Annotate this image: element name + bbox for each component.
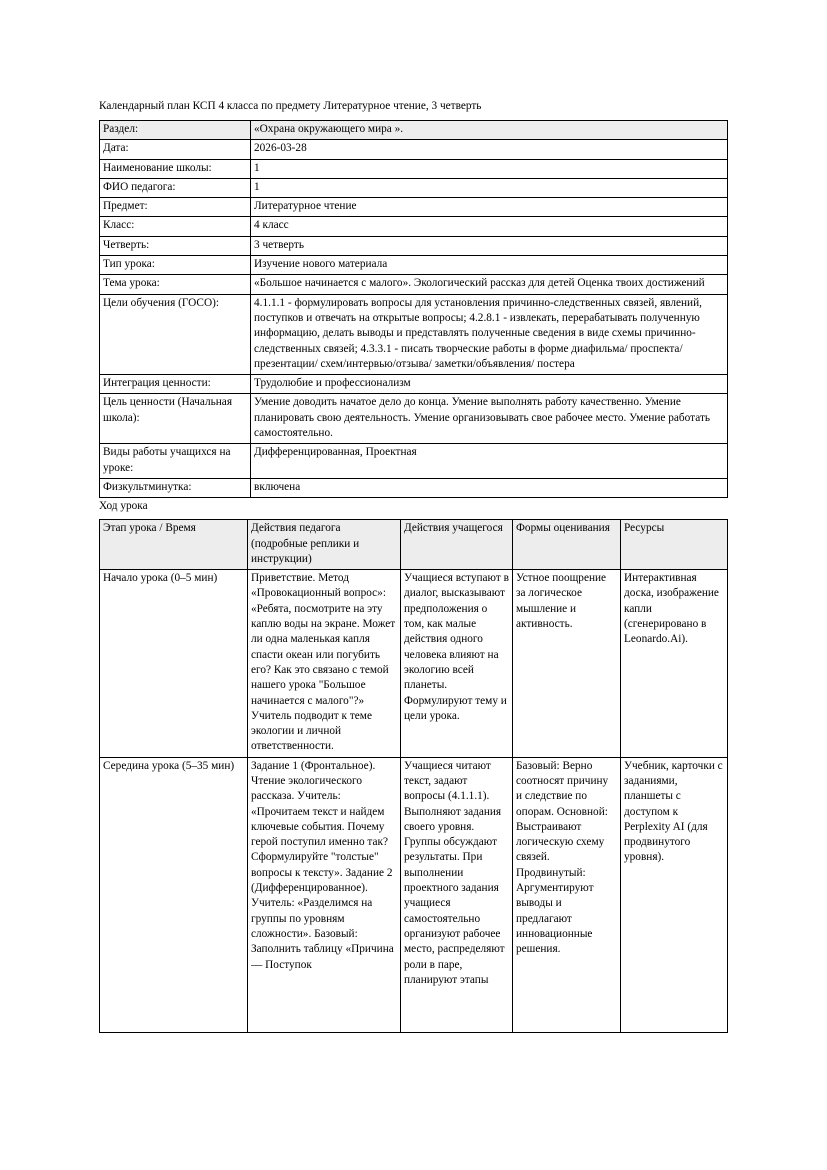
table-row <box>100 217 728 236</box>
info-value: 4.1.1.1 - формулировать вопросы для установления причинно-следственных связей, явлений, поступков и отвечать на открытые вопросы; 4.2.8.1 - извлекать, перерабатывать полученную информацию, делать выводы и представлять полученные сведения в виде схемы причинно-следственных связей; 4.3.3.1 - писать творческие работы в форме диафильма/ проспекта/презентации/ схем/интервью/отзыва/ заметки/объявления/ постера <box>251 294 728 374</box>
cell-student-actions-text: Учащиеся читают текст, задают вопросы (4.1.1.1). Выполняют задания своего уровня. Группы обсуждают результаты. При выполнении проектного задания учащиеся самостоятельно организуют рабочее место, распределяют роли в паре, планируют этапы <box>404 759 505 986</box>
lesson-flow-table-head <box>100 520 728 570</box>
column-header-stage: Этап урока / Время <box>100 520 248 570</box>
table-row <box>100 236 728 255</box>
cell-assessment-forms-text: Базовый: Верно соотносят причину и следствие по опорам. Основной: Выстраивают логическую схему связей. Продвинутый: Аргументируют выводы и предлагают инновационные решения. <box>516 759 609 956</box>
table-row <box>100 198 728 217</box>
column-header-resources: Ресурсы <box>621 520 728 570</box>
column-header-student-actions: Действия учащегося <box>401 520 513 570</box>
cell-teacher-actions <box>248 757 401 1032</box>
info-value: Изучение нового материала <box>251 256 728 275</box>
info-value: 4 класс <box>251 217 728 236</box>
cell-resources-text: Учебник, карточки с заданиями, планшеты с доступом к Perplexity AI (для продвинутого уровня). <box>624 759 723 864</box>
cell-student-actions: Учащиеся вступают в диалог, высказывают предположения о том, как малые действия одного человека влияют на экологию всей планеты. Формулируют тему и цели урока. <box>401 570 513 758</box>
info-value: 1 <box>251 159 728 178</box>
lesson-info-table-body <box>100 121 728 498</box>
info-label: Предмет: <box>100 198 251 217</box>
info-value: Литературное чтение <box>251 198 728 217</box>
table-row <box>100 478 728 497</box>
info-value: «Охрана окружающего мира ». <box>251 121 728 140</box>
table-row <box>100 757 728 1032</box>
table-row <box>100 121 728 140</box>
info-label: Тема урока: <box>100 275 251 294</box>
info-value: 1 <box>251 178 728 197</box>
cell-resources <box>621 757 728 1032</box>
info-label: Виды работы учащихся на уроке: <box>100 444 251 479</box>
page-title: Календарный план КСП 4 класса по предмету Литературное чтение, 3 четверть <box>99 100 482 112</box>
info-label: Класс: <box>100 217 251 236</box>
info-label: ФИО педагога: <box>100 178 251 197</box>
section-caption-lesson-flow: Ход урока <box>99 500 148 513</box>
cell-stage-text: Середина урока (5–35 мин) <box>103 759 235 772</box>
lesson-flow-table <box>99 519 728 1032</box>
info-label: Интеграция ценности: <box>100 375 251 394</box>
table-header-row <box>100 520 728 570</box>
table-row <box>100 570 728 758</box>
column-header-teacher-actions: Действия педагога (подробные реплики и инструкции) <box>248 520 401 570</box>
table-row <box>100 140 728 159</box>
info-label: Раздел: <box>100 121 251 140</box>
cell-assessment-forms <box>513 757 621 1032</box>
cell-resources: Интерактивная доска, изображение капли (сгенерировано в Leonardo.Ai). <box>621 570 728 758</box>
cell-assessment-forms: Устное поощрение за логическое мышление и активность. <box>513 570 621 758</box>
table-row <box>100 178 728 197</box>
info-value: Умение доводить начатое дело до конца. Умение выполнять работу качественно. Умение планировать свою деятельность. Умение организовывать свое рабочее место. Умение работать самостоятельно. <box>251 394 728 444</box>
info-value: Трудолюбие и профессионализм <box>251 375 728 394</box>
cell-stage <box>100 757 248 1032</box>
cell-stage: Начало урока (0–5 мин) <box>100 570 248 758</box>
info-label: Физкультминутка: <box>100 478 251 497</box>
info-label: Дата: <box>100 140 251 159</box>
table-row <box>100 275 728 294</box>
table-row <box>100 375 728 394</box>
lesson-flow-table-body <box>100 570 728 1033</box>
info-label: Цели обучения (ГОСО): <box>100 294 251 374</box>
info-value: Дифференцированная, Проектная <box>251 444 728 479</box>
info-value: 2026-03-28 <box>251 140 728 159</box>
info-value: 3 четверть <box>251 236 728 255</box>
info-label: Тип урока: <box>100 256 251 275</box>
table-row <box>100 159 728 178</box>
info-label: Цель ценности (Начальная школа): <box>100 394 251 444</box>
info-label: Четверть: <box>100 236 251 255</box>
info-value: «Большое начинается с малого». Экологический рассказ для детей Оценка твоих достижений <box>251 275 728 294</box>
cell-student-actions <box>401 757 513 1032</box>
lesson-info-table <box>99 120 728 498</box>
table-row <box>100 394 728 444</box>
table-row <box>100 444 728 479</box>
table-row <box>100 256 728 275</box>
cell-teacher-actions-text: Задание 1 (Фронтальное). Чтение экологического рассказа. Учитель: «Прочитаем текст и найдем ключевые события. Почему герой поступил именно так? Сформулируйте "толстые" вопросы к тексту». Задание 2 (Дифференцированное). Учитель: «Разделимся на группы по уровням сложности». Базовый: Заполнить таблицу «Причина — Поступок <box>251 759 394 971</box>
column-header-assessment-forms: Формы оценивания <box>513 520 621 570</box>
table-row <box>100 294 728 374</box>
cell-teacher-actions: Приветствие. Метод «Провокационный вопрос»: «Ребята, посмотрите на эту каплю воды на экране. Может ли одна маленькая капля спасти океан или погубить его? Как это связано с темой нашего урока "Большое начинается с малого"?» Учитель подводит к теме экологии и личной ответственности. <box>248 570 401 758</box>
info-label: Наименование школы: <box>100 159 251 178</box>
info-value: включена <box>251 478 728 497</box>
